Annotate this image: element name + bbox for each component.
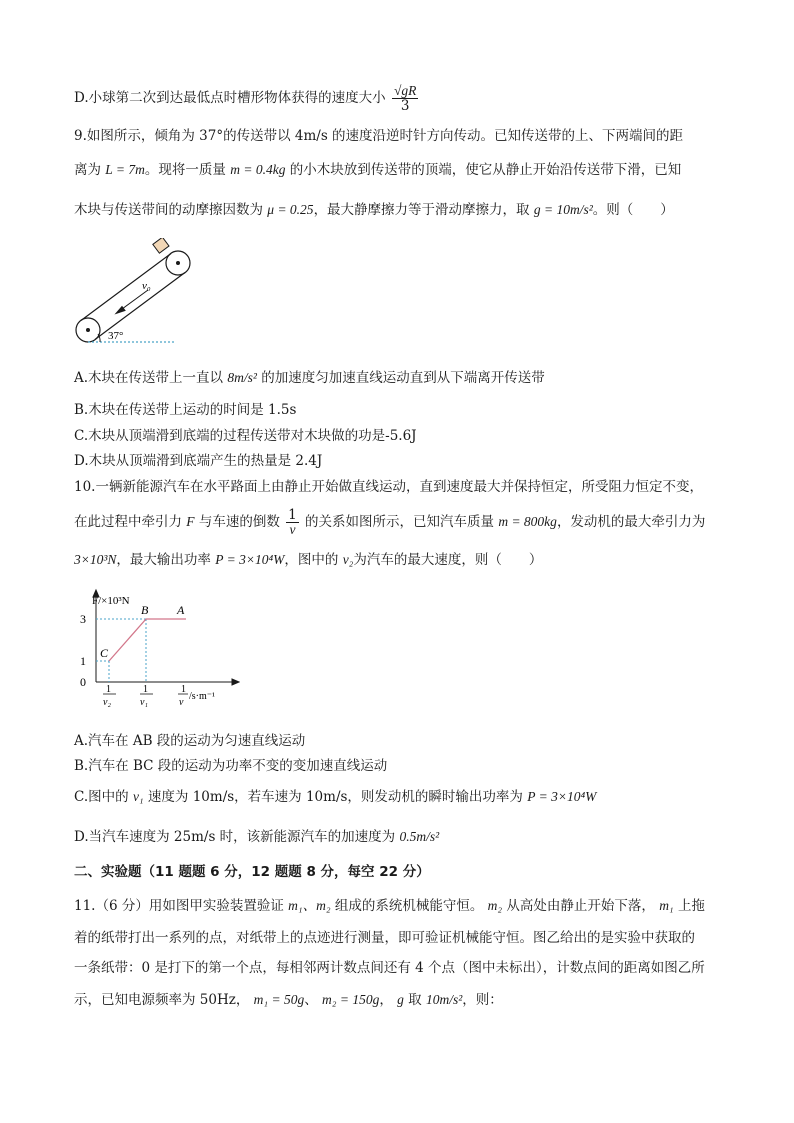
top-pulley-axle — [176, 261, 180, 265]
q11-stem-line-3: 一条纸带：0 是打下的第一个点，每相邻两计数点间还有 4 个点（图中未标出），计数点间的距离如图乙所 — [74, 960, 705, 976]
q9-option-d: D.木块从顶端滑到底端产生的热量是 2.4J — [74, 453, 323, 469]
conveyor-belt — [76, 251, 190, 342]
q10-option-b: B.汽车在 BC 段的运动为功率不变的变加速直线运动 — [74, 758, 388, 774]
wooden-block — [153, 238, 169, 253]
angle-label: 37° — [108, 330, 124, 342]
q10-option-d: D.当汽车速度为 25m/s 时，该新能源汽车的加速度为 0.5m/s² — [74, 829, 440, 845]
point-c-label: C — [100, 646, 109, 660]
y-tick-3: 3 — [80, 612, 86, 626]
q9-stem-line-1: 9.如图所示，倾角为 37°的传送带以 4m/s 的速度沿逆时针方向传动。已知传送带的上、下两端间的距 — [74, 128, 684, 144]
q10-stem-line-1: 10.一辆新能源汽车在水平路面上由静止开始做直线运动，直到速度最大并保持恒定，所受阻力恒定不变， — [74, 479, 703, 495]
q9-option-a: A.木块在传送带上一直以 8m/s² 的加速度匀加速直线运动直到从下端离开传送带 — [74, 370, 545, 386]
q9-stem-line-3: 木块与传送带间的动摩擦因数为 μ = 0.25，最大静摩擦力等于滑动摩擦力，取 g = 10m/s²。则（ ） — [74, 202, 674, 218]
angle-arc — [98, 334, 100, 342]
q8-option-d: D.小球第二次到达最低点时槽形物体获得的速度大小 $\frac{√gR}{3}$ — [74, 83, 417, 114]
q11-stem-line-1: 11.（6 分）用如图甲实验装置验证 m₁、m₂ 组成的系统机械能守恒。 m₂ 从高处由静止开始下落， m₁ 上拖 — [74, 898, 705, 914]
x-tick-v2-num: 1 — [106, 684, 111, 695]
x-tick-v1-den: v₁ — [140, 697, 148, 708]
x-axis-label-den: v — [179, 697, 184, 708]
x-tick-v2-den: v₂ — [103, 697, 111, 708]
x-axis-label-num: 1 — [181, 684, 186, 695]
x-axis-label-unit: /s·m⁻¹ — [189, 691, 216, 702]
segment-cb — [109, 619, 146, 661]
q9-conveyor-figure — [70, 238, 200, 348]
point-b-label: B — [141, 603, 149, 617]
section-2-title: 二、实验题（11 题题 6 分，12 题题 8 分，每空 22 分） — [74, 864, 430, 880]
x-tick-v1-num: 1 — [143, 684, 148, 695]
q11-stem-line-4: 示，已知电源频率为 50Hz， m₁ = 50g、 m₂ = 150g， g 取 10m/s²，则： — [74, 992, 503, 1008]
q10-force-graph — [70, 586, 240, 716]
velocity-label: v₀ — [142, 280, 151, 292]
q10-option-c: C.图中的 v₁ 速度为 10m/s，若车速为 10m/s，则发动机的瞬时输出功率为 P = 3×10⁴W — [74, 789, 597, 805]
origin-label: 0 — [80, 675, 86, 689]
q11-stem-line-2: 着的纸带打出一系列的点，对纸带上的点迹进行测量，即可验证机械能守恒。图乙给出的是实验中获取的 — [74, 930, 695, 946]
q10-stem-line-3: 3×10³N，最大输出功率 P = 3×10⁴W，图中的 v₂为汽车的最大速度，则（ ） — [74, 552, 543, 568]
q9-option-c: C.木块从顶端滑到底端的过程传送带对木块做的功是-5.6J — [74, 428, 417, 444]
y-axis-label: F/×10³N — [92, 595, 130, 607]
q8-option-d-fraction: $\frac{√gR}{3}$ — [393, 83, 417, 114]
velocity-arrow — [116, 290, 148, 314]
x-axis-arrow — [232, 679, 239, 685]
q9-option-b: B.木块在传送带上运动的时间是 1.5s — [74, 402, 297, 418]
q9-stem-line-2: 离为 L = 7m。现将一质量 m = 0.4kg 的小木块放到传送带的顶端，使它从静止开始沿传送带下滑，已知 — [74, 162, 682, 178]
q10-option-a: A.汽车在 AB 段的运动为匀速直线运动 — [74, 733, 306, 749]
bottom-pulley-axle — [86, 328, 90, 332]
q10-stem-line-2: 在此过程中牵引力 F 与车速的倒数 $\frac{1}{v}$ 的关系如图所示，已知汽车质量 m = 800kg，发动机的最大牵引力为 — [74, 507, 706, 537]
q10-inverse-speed-fraction: $\frac{1}{v}$ — [288, 507, 297, 537]
point-a-label: A — [177, 603, 185, 617]
y-tick-1: 1 — [80, 654, 86, 668]
